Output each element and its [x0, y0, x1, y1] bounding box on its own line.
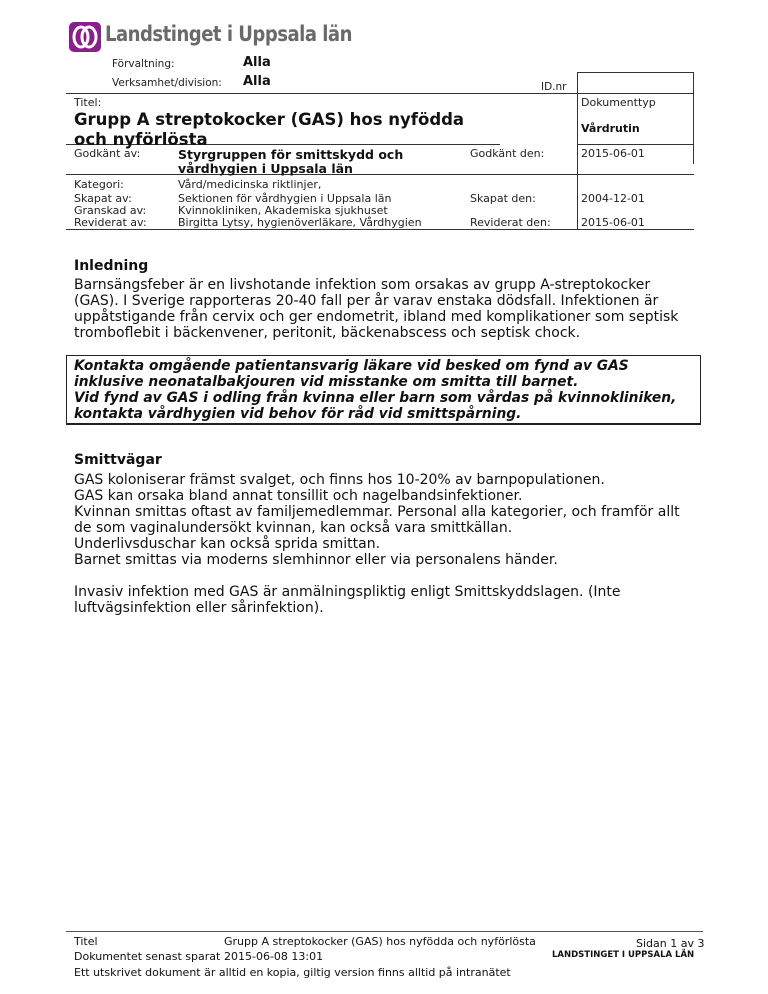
- titel-label: Titel:: [74, 96, 102, 109]
- notice-text: [74, 358, 699, 422]
- smittvagar-line: Kvinnan smittas oftast av familjemedlemmar. Personal alla kategorier, och framför allt: [74, 504, 680, 520]
- skapat-den-label: Skapat den:: [470, 192, 536, 205]
- anmalningsplikt-line: Invasiv infektion med GAS är anmälningspliktig enligt Smittskyddslagen. (Inte: [74, 584, 621, 600]
- skapat-av-label: Skapat av:: [74, 192, 132, 205]
- inledning-line: tromboflebit i bäckenvener, peritonit, bäckenabscess och septisk chock.: [74, 325, 581, 341]
- skapat-av-value: Sektionen för vårdhygien i Uppsala län: [178, 192, 392, 205]
- inledning-paragraph: [74, 277, 714, 341]
- kategori-label: Kategori:: [74, 178, 124, 191]
- godkant-av-label: Godkänt av:: [74, 147, 141, 160]
- page-number: Sidan 1 av 3: [636, 937, 705, 950]
- dokumenttyp-label: Dokumenttyp: [581, 96, 656, 109]
- idnr-label: ID.nr: [541, 81, 567, 93]
- notice-line: kontakta vårdhygien vid behov för råd vid smittspårning.: [74, 406, 522, 422]
- reviderat-den-label: Reviderat den:: [470, 216, 551, 229]
- smittvagar-line: GAS koloniserar främst svalget, och finns hos 10-20% av barnpopulationen.: [74, 472, 605, 488]
- notice-line: inklusive neonatalbakjouren vid misstanke om smitta till barnet.: [74, 374, 579, 390]
- smittvagar-line: GAS kan orsaka bland annat tonsillit och nagelbandsinfektioner.: [74, 488, 523, 504]
- reviderat-den-value: 2015-06-01: [581, 216, 645, 229]
- verksamhet-label: Verksamhet/division:: [112, 77, 222, 89]
- reviderat-av-label: Reviderat av:: [74, 216, 147, 229]
- footer-saved-label: Dokumentet senast sparat: [74, 950, 221, 963]
- smittvagar-paragraph: [74, 472, 714, 568]
- footer-disclaimer: Ett utskrivet dokument är alltid en kopia, giltig version finns alltid på intranätet: [74, 966, 511, 979]
- landstinget-logo-icon: [68, 20, 102, 54]
- org-name-logo: Landstinget i Uppsala län: [105, 22, 352, 46]
- inledning-line: (GAS). I Sverige rapporteras 20-40 fall per år varav enstaka dödsfall. Infektionen är: [74, 293, 659, 309]
- godkant-av-value: Styrgruppen för smittskydd och vårdhygien i Uppsala län: [178, 147, 404, 176]
- dokumenttyp-value: Vårdrutin: [581, 122, 640, 135]
- forvaltning-value: Alla: [243, 55, 271, 70]
- smittvagar-heading: Smittvägar: [74, 452, 162, 468]
- footer-org-name: LANDSTINGET I UPPSALA LÄN: [552, 950, 695, 960]
- footer-titel-label: Titel: [74, 935, 98, 948]
- godkant-den-value: 2015-06-01: [581, 147, 645, 160]
- inledning-line: uppåtstigande från cervix och ger endometrit, ibland med komplikationer som septisk: [74, 309, 679, 325]
- notice-line: Kontakta omgående patientansvarig läkare vid besked om fynd av GAS: [74, 358, 629, 374]
- forvaltning-label: Förvaltning:: [112, 58, 175, 70]
- reviderat-av-value: Birgitta Lytsy, hygienöverläkare, Vårdhygien: [178, 216, 422, 229]
- document-title: Grupp A streptokocker (GAS) hos nyfödda och nyförlösta: [74, 110, 465, 149]
- skapat-den-value: 2004-12-01: [581, 192, 645, 205]
- kategori-value: Vård/medicinska riktlinjer,: [178, 178, 322, 191]
- smittvagar-line: Barnet smittas via moderns slemhinnor eller via personalens händer.: [74, 552, 558, 568]
- verksamhet-value: Alla: [243, 74, 271, 89]
- godkant-den-label: Godkänt den:: [470, 147, 545, 160]
- granskad-av-label: Granskad av:: [74, 204, 147, 217]
- anmalningsplikt-paragraph: [74, 584, 714, 616]
- anmalningsplikt-line: luftvägsinfektion eller sårinfektion).: [74, 600, 324, 616]
- notice-line: Vid fynd av GAS i odling från kvinna eller barn som vårdas på kvinnokliniken,: [74, 390, 677, 406]
- inledning-heading: Inledning: [74, 258, 149, 274]
- footer-titel-value: Grupp A streptokocker (GAS) hos nyfödda och nyförlösta: [224, 935, 536, 948]
- footer-saved-value: 2015-06-08 13:01: [224, 950, 324, 963]
- inledning-line: Barnsängsfeber är en livshotande infektion som orsakas av grupp A-streptokocker: [74, 277, 651, 293]
- smittvagar-line: de som vaginalundersökt kvinnan, kan också vara smittkällan.: [74, 520, 513, 536]
- granskad-av-value: Kvinnokliniken, Akademiska sjukhuset: [178, 204, 388, 217]
- smittvagar-line: Underlivsduschar kan också sprida smittan.: [74, 536, 381, 552]
